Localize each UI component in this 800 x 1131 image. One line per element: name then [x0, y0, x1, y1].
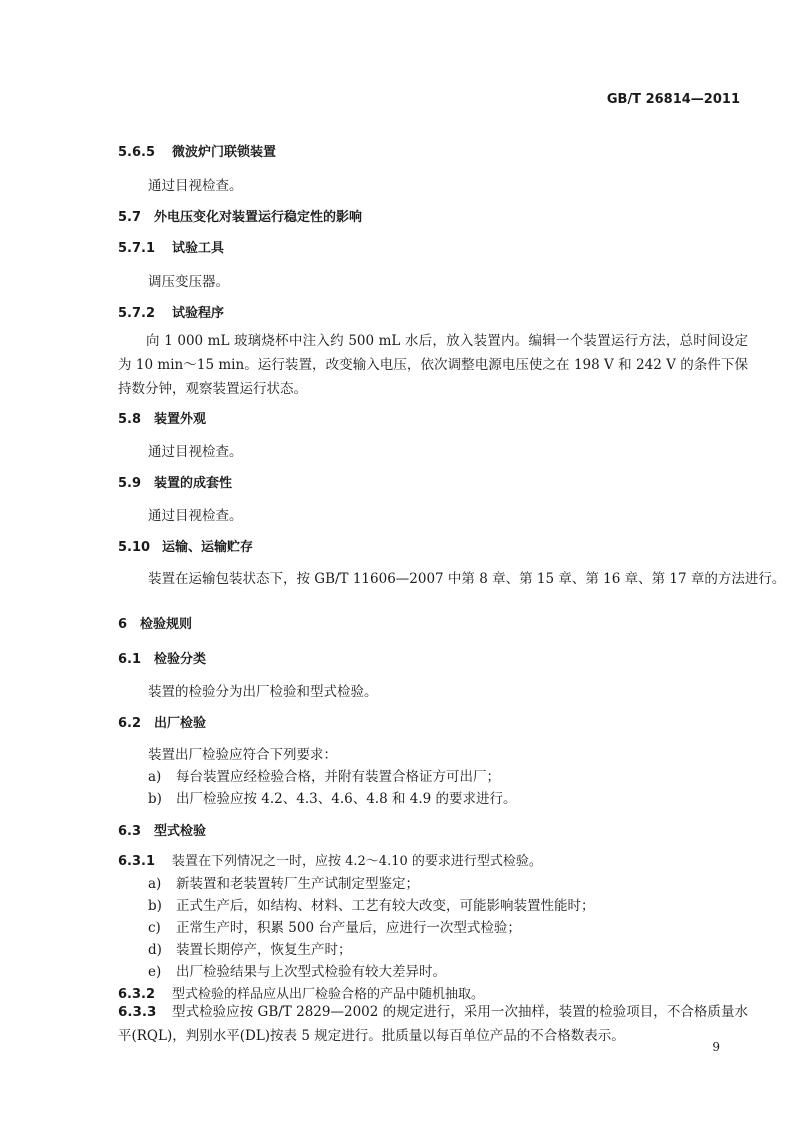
body-text: 装置在运输包装状态下，按 GB/T 11606—2007 中第 8 章、第 15 章、第 16 章、第 17 章的方法进行。: [148, 571, 786, 587]
list-item-text: 新装置和老装置转厂生产试制定型鉴定；: [176, 876, 419, 892]
section-number: 6.3.2: [118, 987, 156, 1002]
clause-text: 型式检验应按 GB/T 2829—2002 的规定进行，采用一次抽样，装置的检验项目，不合格质量水平(RQL)，判别水平(DL)按表 5 规定进行。批质量以每百单位产品的不合格数表示。: [118, 1004, 748, 1044]
list-marker: a): [148, 876, 162, 892]
heading-6-2: [118, 712, 206, 731]
section-title: 微波炉门联锁装置: [172, 145, 277, 160]
section-title: 装置外观: [154, 412, 207, 427]
list-marker: c): [148, 920, 161, 936]
section-number: 6.3: [118, 824, 142, 839]
list-item: [148, 938, 352, 958]
section-title: 试验程序: [172, 306, 225, 321]
heading-6: [118, 613, 192, 632]
clause-6-3-3: [118, 1000, 748, 1048]
heading-6-1: [118, 648, 206, 667]
section-number: 6.3.1: [118, 854, 156, 869]
list-item: [148, 765, 500, 785]
page-number: 9: [712, 1040, 720, 1054]
list-marker: b): [148, 898, 162, 914]
section-number: 6.2: [118, 716, 142, 731]
section-number: 6: [118, 617, 128, 632]
body-text: 装置出厂检验应符合下列要求：: [148, 747, 337, 763]
list-item-text: 装置长期停产，恢复生产时；: [176, 942, 352, 958]
section-number: 5.7: [118, 210, 142, 225]
list-item-text: 出厂检验应按 4.2、4.3、4.6、4.8 和 4.9 的要求进行。: [176, 791, 517, 807]
section-title: 装置的成套性: [154, 476, 233, 491]
body-text: 通过目视检查。: [148, 178, 243, 194]
section-number: 5.7.2: [118, 306, 156, 321]
list-marker: d): [148, 942, 162, 958]
section-title: 运输、运输贮存: [162, 540, 254, 555]
section-title: 出厂检验: [154, 716, 207, 731]
body-paragraph: 向 1 000 mL 玻璃烧杯中注入约 500 mL 水后，放入装置内。编辑一个装置运行方法，总时间设定为 10 min～15 min。运行装置，改变输入电压，依次调整电源电压使之在 198 V 和 242 V 的条件下保持数分钟，观察装置运行状态。: [118, 333, 748, 397]
heading-5-10: [118, 536, 253, 555]
heading-5-7: [118, 206, 362, 225]
heading-5-8: [118, 408, 206, 427]
list-marker: a): [148, 769, 162, 785]
section-title: 检验分类: [154, 652, 207, 667]
section-title: 试验工具: [172, 241, 225, 256]
list-item: [148, 916, 521, 936]
list-item-text: 出厂检验结果与上次型式检验有较大差异时。: [176, 964, 446, 980]
section-number: 5.6.5: [118, 145, 156, 160]
section-number: 5.8: [118, 412, 142, 427]
heading-5-9: [118, 472, 232, 491]
clause-text: 型式检验的样品应从出厂检验合格的产品中随机抽取。: [172, 987, 485, 1002]
body-text: 通过目视检查。: [148, 444, 243, 460]
section-number: 6.3.3: [118, 1004, 157, 1020]
body-text: 装置的检验分为出厂检验和型式检验。: [148, 684, 378, 700]
section-title: 检验规则: [140, 617, 193, 632]
list-item-text: 正式生产后，如结构、材料、工艺有较大改变，可能影响装置性能时；: [176, 898, 595, 914]
list-marker: b): [148, 791, 162, 807]
section-number: 5.7.1: [118, 241, 156, 256]
body-text: 通过目视检查。: [148, 508, 243, 524]
list-item: [148, 960, 446, 980]
section-number: 6.1: [118, 652, 142, 667]
list-item-text: 每台装置应经检验合格，并附有装置合格证方可出厂；: [176, 769, 500, 785]
heading-5-7-2: [118, 302, 224, 321]
heading-5-6-5: [118, 141, 276, 160]
body-text: 调压变压器。: [148, 274, 229, 290]
list-item: [148, 872, 419, 892]
heading-5-7-1: [118, 237, 224, 256]
heading-6-3: [118, 820, 206, 839]
list-item: [148, 787, 517, 807]
section-number: 5.9: [118, 476, 142, 491]
section-number: 5.10: [118, 540, 151, 555]
list-marker: e): [148, 964, 162, 980]
clause-6-3-1: [118, 850, 542, 869]
section-title: 外电压变化对装置运行稳定性的影响: [154, 210, 363, 225]
clause-text: 装置在下列情况之一时，应按 4.2～4.10 的要求进行型式检验。: [172, 854, 542, 869]
list-item-text: 正常生产时，积累 500 台产量后，应进行一次型式检验；: [176, 920, 521, 936]
section-title: 型式检验: [154, 824, 207, 839]
list-item: [148, 894, 595, 914]
standard-number: GB/T 26814—2011: [606, 92, 740, 107]
